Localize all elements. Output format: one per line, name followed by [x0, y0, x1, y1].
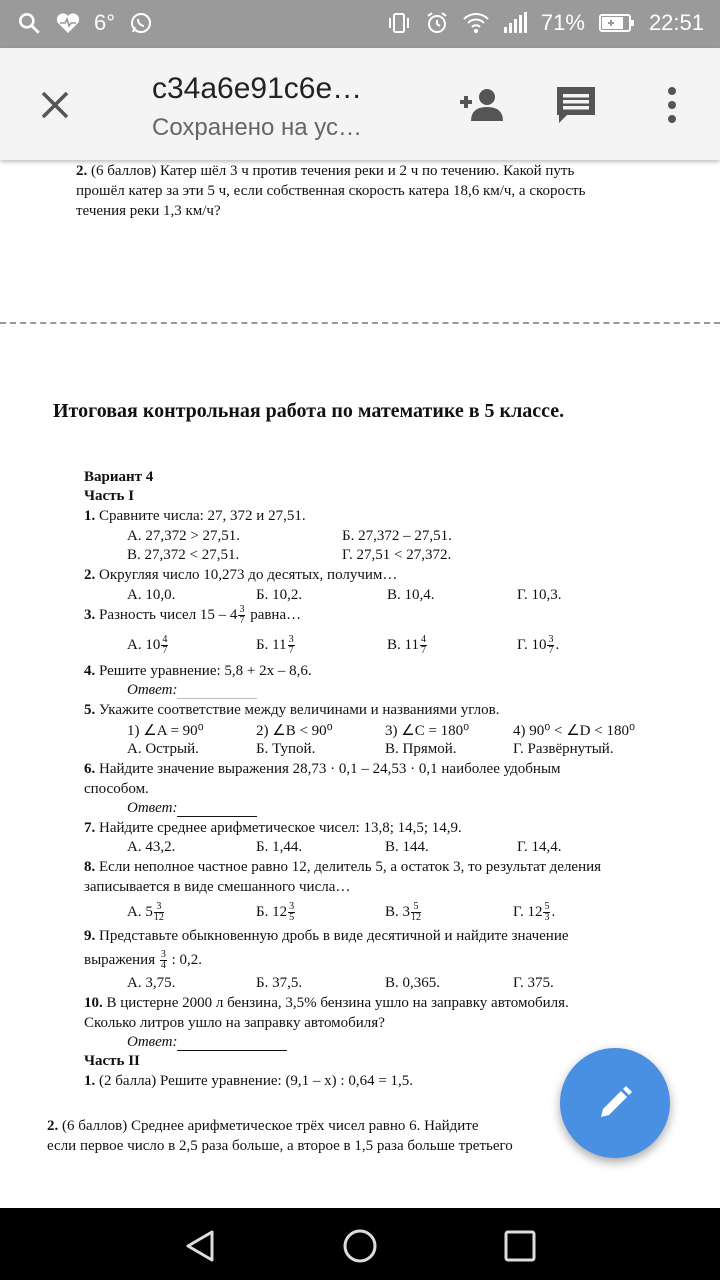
question-1: 1. Сравните числа: 27, 372 и 27,51. [84, 508, 306, 524]
back-triangle-icon [184, 1229, 216, 1263]
question-6-line2: способом. [84, 781, 149, 797]
part2-question-2: 2. (6 баллов) Среднее арифметическое трёх чисел равно 6. Найдите [47, 1118, 479, 1134]
q3-option-a: А. 10 $\frac{4}{7}$ [127, 634, 168, 656]
question-6: 6. Найдите значение выражения 28,73 · 0,1 – 24,53 · 0,1 наиболее удобным [84, 761, 561, 777]
comments-button[interactable] [551, 80, 601, 130]
alarm-icon [425, 11, 449, 35]
question-9: 9. Представьте обыкновенную дробь в виде десятичной и найдите значение [84, 928, 569, 944]
q8-option-a: А. 5 $\frac{3}{12}$ [127, 901, 164, 923]
q8-option-b: Б. 12 $\frac{3}{5}$ [256, 901, 295, 923]
add-person-button[interactable] [455, 80, 505, 130]
q10-answer-label: Ответ: [127, 1034, 287, 1051]
app-bar [0, 48, 720, 160]
question-4: 4. Решите уравнение: 5,8 + 2x – 8,6. [84, 663, 312, 679]
prev-task2-line3: течения реки 1,3 км/ч? [76, 203, 221, 219]
question-8: 8. Если неполное частное равно 12, делитель 5, а остаток 3, то результат деления [84, 859, 602, 875]
temperature: 6° [94, 10, 116, 35]
search-icon [16, 10, 42, 36]
vibrate-icon [387, 12, 411, 34]
q9-option-a: А. 3,75. [127, 975, 176, 991]
recents-button[interactable] [500, 1226, 540, 1266]
add-person-icon [456, 87, 504, 123]
q9-option-c: В. 0,365. [385, 975, 441, 991]
q2-option-b: Б. 10,2. [256, 587, 303, 603]
home-circle-icon [342, 1228, 378, 1264]
recents-square-icon [503, 1229, 537, 1263]
pencil-icon [595, 1083, 635, 1123]
question-9-line2: выражения $\frac{3}{4}$ : 0,2. [84, 949, 203, 971]
document-title: c34a6e91c6e… [152, 72, 363, 105]
comment-icon [555, 85, 597, 125]
question-3: 3. Разность чисел 15 – 4 $\frac{3}{7}$ равна… [84, 604, 302, 626]
prev-task2-line2: прошёл катер за эти 5 ч, если собственная скорость катера 18,6 км/ч, а скорость [76, 183, 586, 199]
wifi-icon [463, 12, 489, 34]
q1-option-d: Г. 27,51 < 27,372. [342, 547, 452, 563]
question-2: 2. Округляя число 10,273 до десятых, получим… [84, 567, 398, 583]
heart-pulse-icon [56, 12, 80, 34]
home-button[interactable] [340, 1226, 380, 1266]
page-heading: Итоговая контрольная работа по математике в 5 классе. [53, 400, 565, 422]
q7-option-b: Б. 1,44. [256, 839, 303, 855]
system-nav-bar [0, 1208, 720, 1280]
q5-item-4: 4) 90⁰ < ∠D < 180⁰ [513, 723, 635, 739]
question-10-line2: Сколько литров ушло на заправку автомобиля? [84, 1015, 385, 1031]
status-bar [0, 0, 720, 48]
more-vert-icon [667, 87, 677, 123]
more-options-button[interactable] [647, 80, 697, 130]
page-separator [0, 322, 720, 324]
question-5: 5. Укажите соответствие между величинами и названиями углов. [84, 702, 500, 718]
whatsapp-icon [129, 11, 153, 35]
question-7: 7. Найдите среднее арифметическое чисел: 13,8; 14,5; 14,9. [84, 820, 462, 836]
q7-option-d: Г. 14,4. [517, 839, 562, 855]
part2-label: Часть II [84, 1053, 140, 1069]
close-icon [40, 90, 70, 120]
back-button[interactable] [180, 1226, 220, 1266]
q2-option-d: Г. 10,3. [517, 587, 562, 603]
q1-option-a: А. 27,372 > 27,51. [127, 528, 241, 544]
q5-option-b: Б. Тупой. [256, 741, 316, 757]
signal-icon [503, 12, 527, 34]
q9-option-d: Г. 375. [513, 975, 554, 991]
q3-option-c: В. 11 $\frac{4}{7}$ [387, 634, 426, 656]
q3-option-b: Б. 11 $\frac{3}{7}$ [256, 634, 294, 656]
question-8-line2: записывается в виде смешанного числа… [84, 879, 351, 895]
q2-option-a: А. 10,0. [127, 587, 176, 603]
battery-percent: 71% [540, 10, 585, 35]
q5-option-d: Г. Развёрнутый. [513, 741, 614, 757]
q7-option-c: В. 144. [385, 839, 429, 855]
q5-option-c: В. Прямой. [385, 741, 457, 757]
q5-item-2: 2) ∠B < 90⁰ [256, 723, 333, 739]
q5-item-1: 1) ∠A = 90⁰ [127, 723, 204, 739]
question-10: 10. В цистерне 2000 л бензина, 3,5% бензина ушло на заправку автомобиля. [84, 995, 569, 1011]
q5-item-3: 3) ∠C = 180⁰ [385, 723, 470, 739]
variant-label: Вариант 4 [84, 469, 154, 485]
q6-answer-label: Ответ: [127, 800, 257, 817]
q2-option-c: В. 10,4. [387, 587, 435, 603]
fraction: $\frac{3}{7}$ [239, 604, 245, 626]
q7-option-a: А. 43,2. [127, 839, 176, 855]
close-button[interactable] [30, 80, 80, 130]
q9-option-b: Б. 37,5. [256, 975, 303, 991]
q3-option-d: Г. 10 $\frac{3}{7}$ . [517, 634, 560, 656]
edit-fab-button[interactable] [560, 1048, 670, 1158]
prev-task2-line1: 2. (6 баллов) Катер шёл 3 ч против течения реки и 2 ч по течению. Какой путь [76, 163, 575, 179]
q1-option-b: Б. 27,372 – 27,51. [342, 528, 452, 544]
q5-option-a: А. Острый. [127, 741, 199, 757]
q8-option-d: Г. 12 $\frac{5}{3}$ . [513, 901, 556, 923]
part1-label: Часть I [84, 488, 135, 504]
part2-question-2-line2: если первое число в 2,5 раза больше, а второе в 1,5 раза больше третьего [47, 1138, 513, 1154]
q8-option-c: В. 3 $\frac{5}{12}$ [385, 901, 422, 923]
q1-option-c: В. 27,372 < 27,51. [127, 547, 240, 563]
battery-charging-icon [599, 13, 635, 33]
document-subtitle: Сохранено на ус… [152, 114, 362, 141]
q4-answer-label: Ответ: [127, 682, 257, 699]
part2-question-1: 1. (2 балла) Решите уравнение: (9,1 – x) : 0,64 = 1,5. [84, 1073, 414, 1089]
clock-time: 22:51 [648, 10, 704, 35]
